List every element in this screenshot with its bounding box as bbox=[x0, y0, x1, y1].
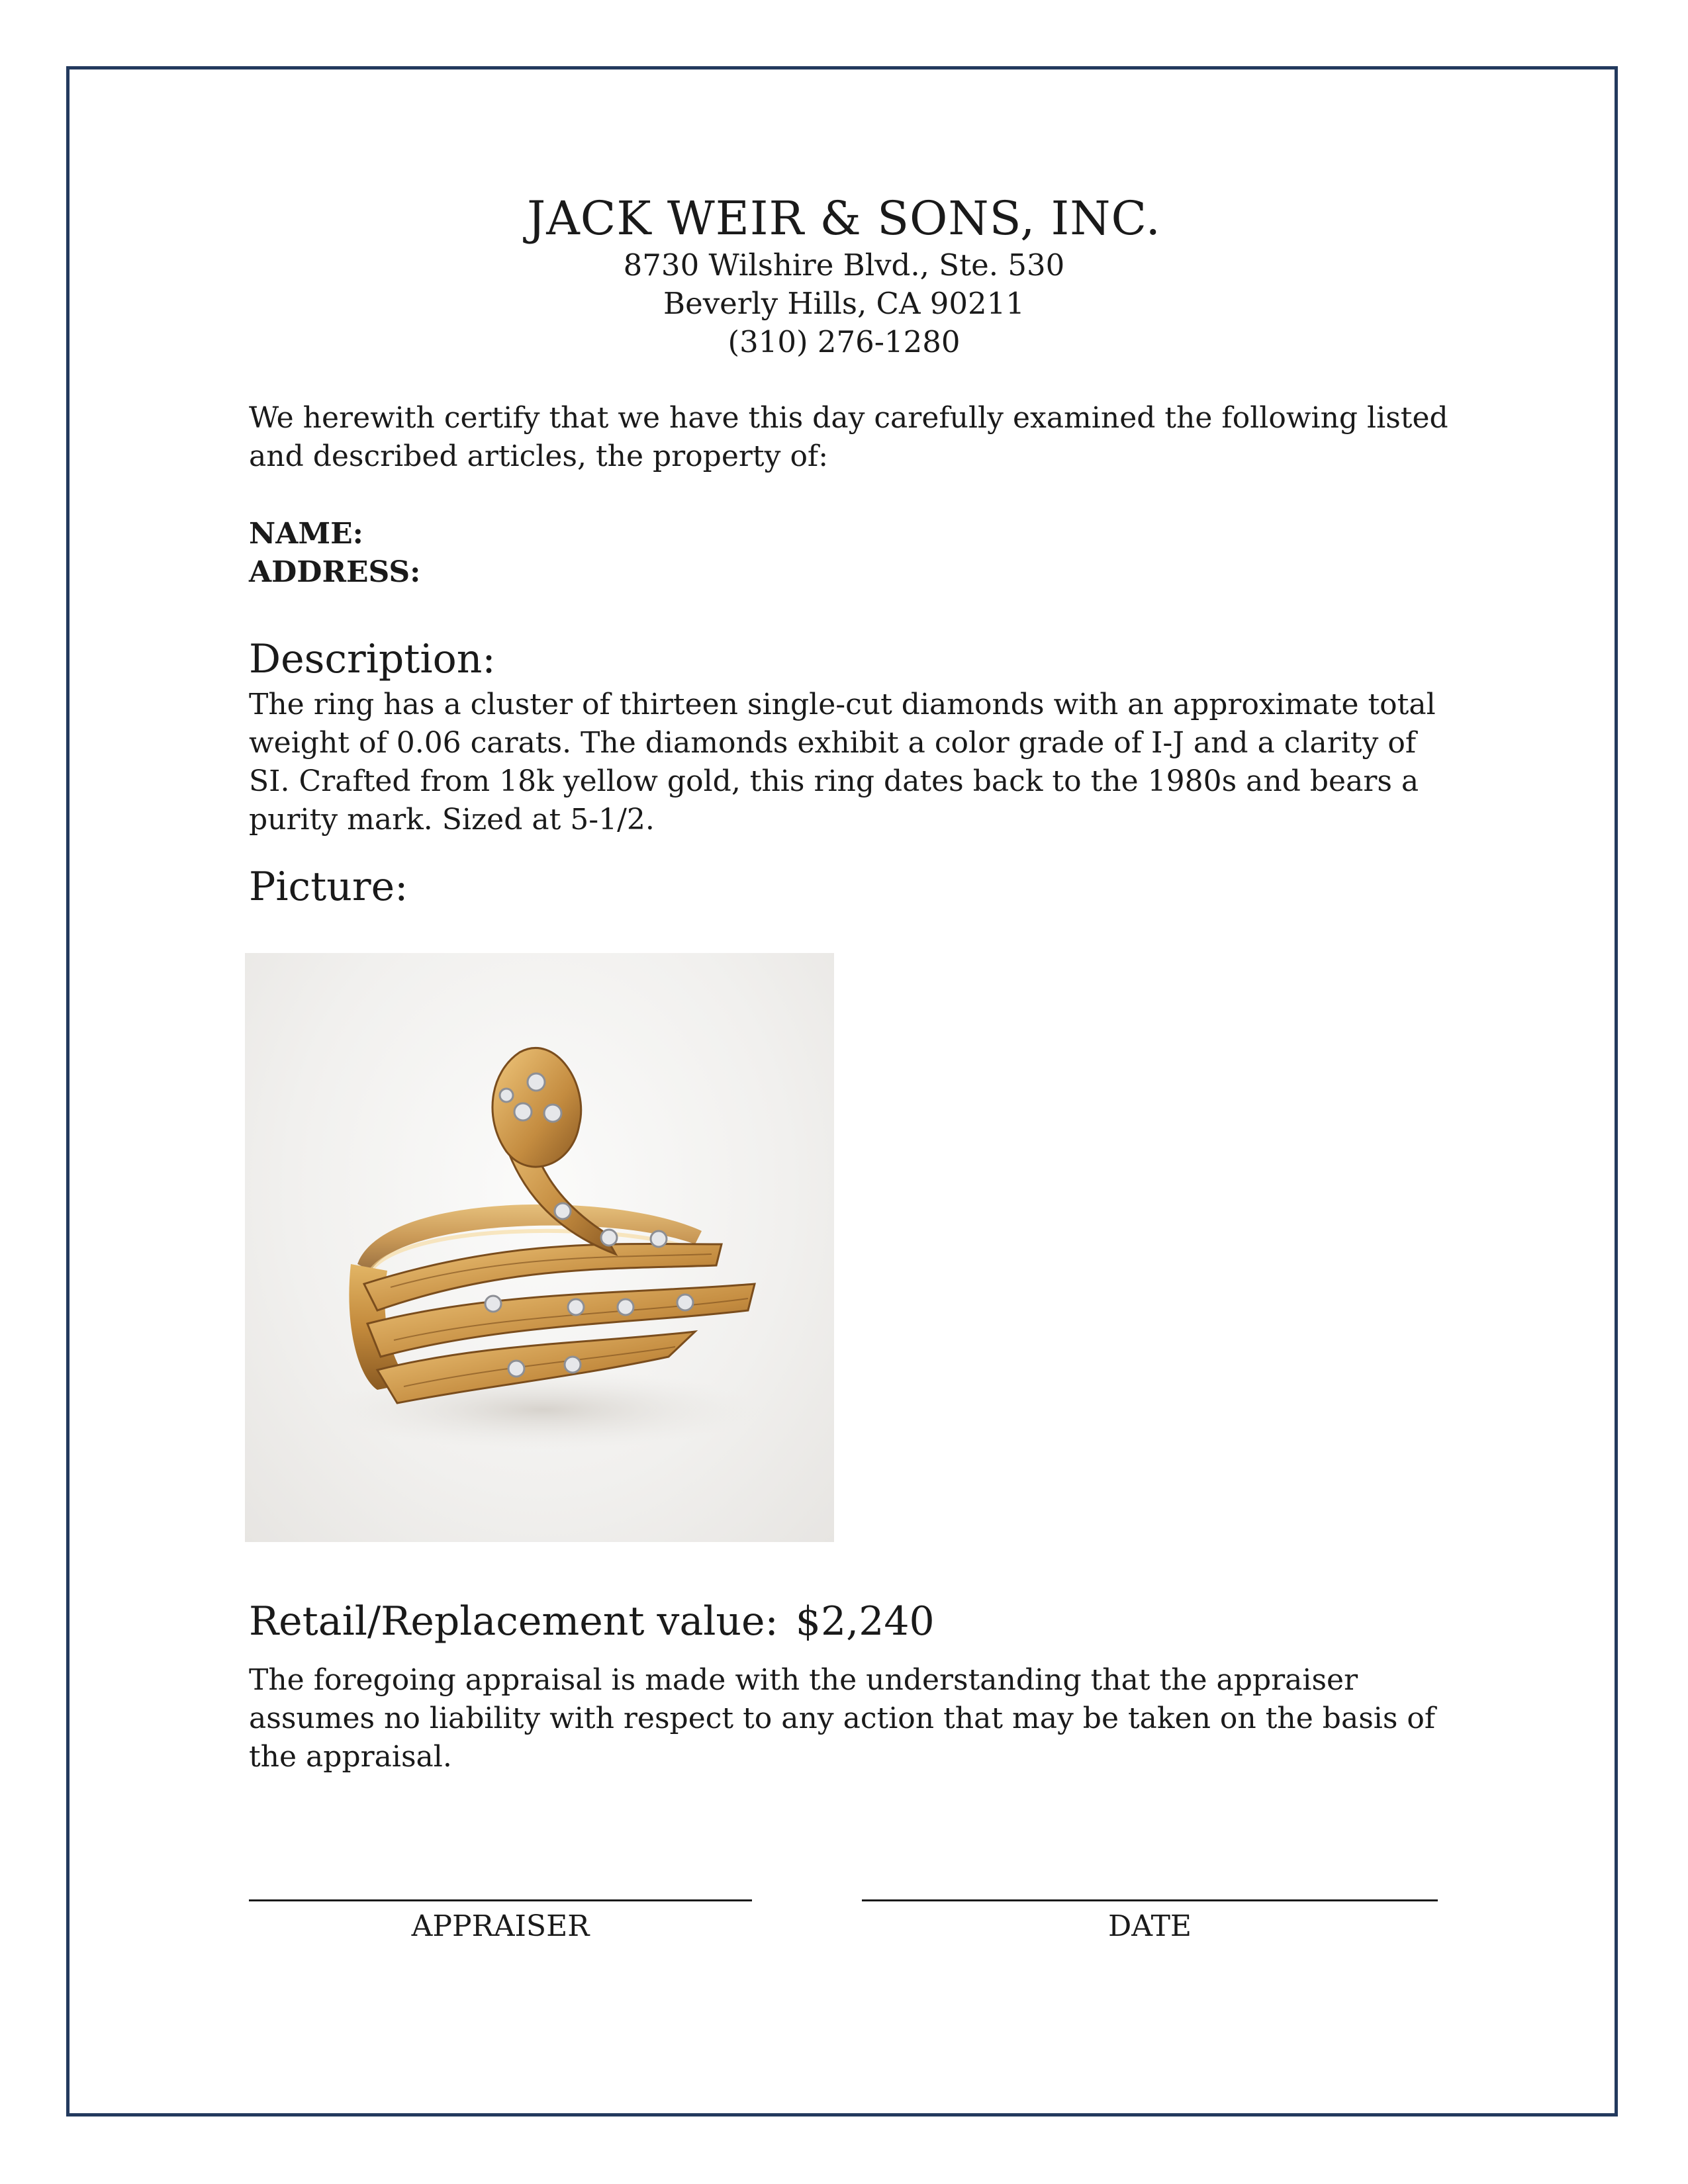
snake-ring-illustration bbox=[245, 953, 834, 1542]
valuation-label: Retail/Replacement value: bbox=[249, 1598, 778, 1645]
disclaimer-text: The foregoing appraisal is made with the understanding that the appraiser assumes no liability with respect to any action that may be taken on the basis of the appraisal. bbox=[249, 1663, 1436, 1774]
company-name: JACK WEIR & SONS, INC. bbox=[527, 191, 1161, 246]
description-text: The ring has a cluster of thirteen single-cut diamonds with an approximate total weight of 0.06 carats. The diamonds exhibit a color grade of I-J and a clarity of SI. Crafted from 18k yellow gold, this ring dates back to the 1980s and bears a purity mark. Sized at 5-1/2. bbox=[249, 688, 1436, 837]
certification-text: We herewith certify that we have this day carefully examined the following listed and described articles, the property of: bbox=[249, 401, 1448, 473]
valuation-amount: $2,240 bbox=[795, 1598, 935, 1645]
owner-name-label: NAME: bbox=[249, 517, 363, 551]
valuation-line bbox=[249, 1596, 1460, 1647]
company-address-line1: 8730 Wilshire Blvd., Ste. 530 bbox=[623, 248, 1065, 283]
date-label: DATE bbox=[1107, 1909, 1192, 1943]
date-signature-line bbox=[862, 1899, 1438, 1901]
company-address-line2: Beverly Hills, CA 90211 bbox=[663, 286, 1025, 321]
owner-address-label: ADDRESS: bbox=[249, 555, 421, 589]
ring-photo bbox=[245, 953, 834, 1542]
appraiser-signature-line bbox=[249, 1899, 752, 1901]
company-phone: (310) 276-1280 bbox=[727, 324, 961, 359]
appraiser-label: APPRAISER bbox=[411, 1909, 590, 1943]
picture-heading: Picture: bbox=[249, 864, 408, 910]
description-heading: Description: bbox=[249, 636, 496, 682]
